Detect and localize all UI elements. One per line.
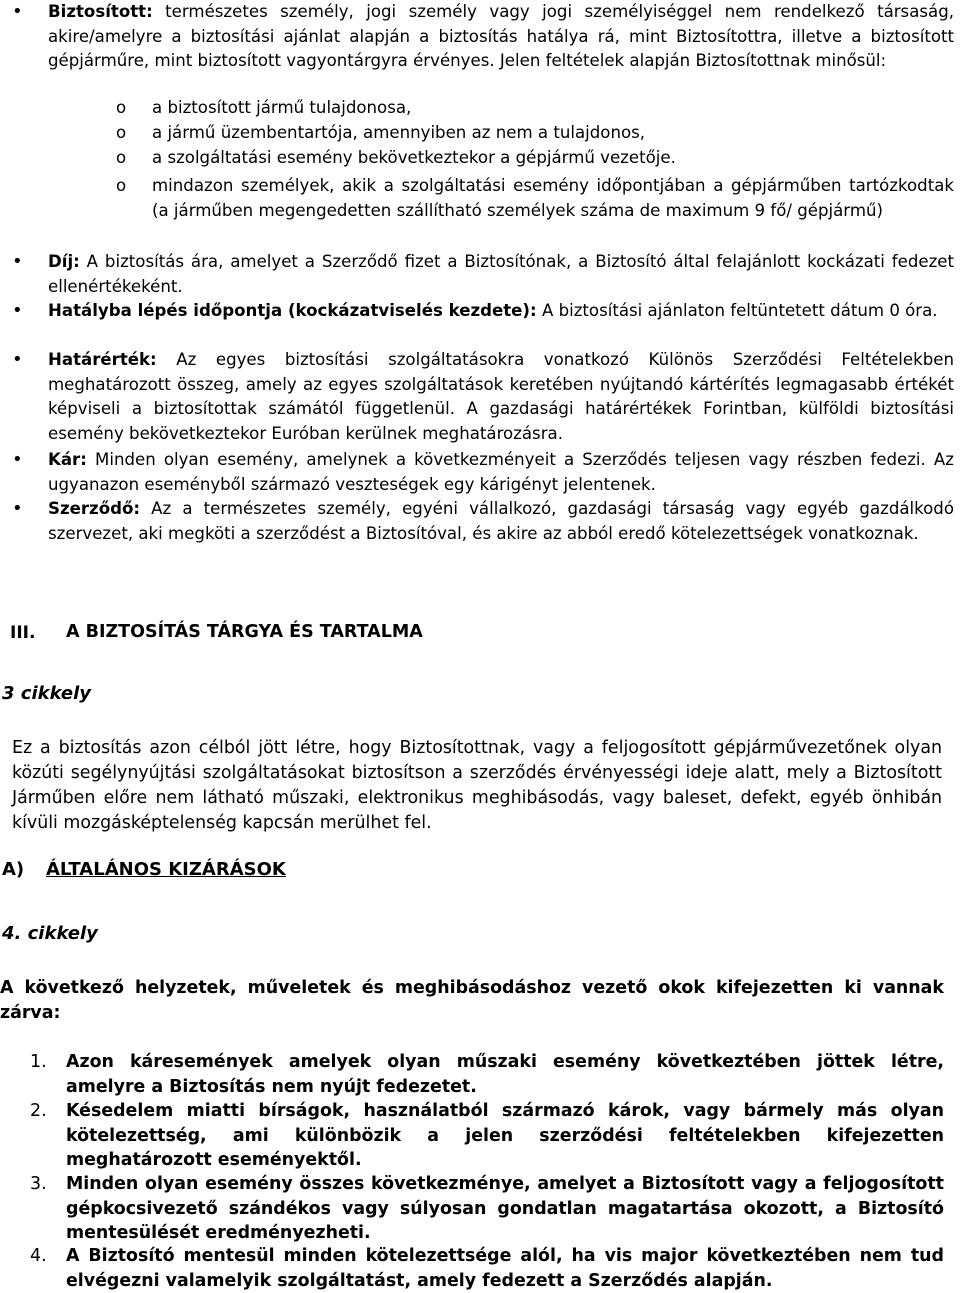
definition-hatalyba-lepes	[48, 299, 954, 324]
definition-text: Minden olyan esemény, amelynek a következményeit a Szerződés teljesen vagy részben fedezi. Az ugyanazon eseményből származó veszteségek egy kárigényt jelentenek.	[48, 450, 954, 494]
sub-bullet-icon: o	[116, 123, 127, 142]
definition-text: természetes személy, jogi személy vagy jogi személyiséggel nem rendelkező társaság, akire/amelyre a biztosítási ajánlat alapján a biztosítás hatálya rá, mint Biztosítottra, illetve a biztosított gépjárműre, mint biztosított vagyontárgyra érvényes. Jelen feltételek alapján Biztosítottnak minősül:	[48, 2, 954, 70]
chapter-title: A BIZTOSÍTÁS TÁRGYA ÉS TARTALMA	[66, 622, 423, 642]
definition-term: Díj:	[48, 252, 80, 271]
definition-term: Hatályba lépés időpontja (kockázatviselés kezdete):	[48, 301, 537, 320]
exclusion-item: A Biztosító mentesül minden kötelezettsége alól, ha vis major következtében nem tud elvégezni valamelyik szolgáltatást, amely fedezett a Szerződés alapján.	[66, 1246, 944, 1291]
exclusion-item: Minden olyan esemény összes következménye, amelyet a Biztosított vagy a feljogosított gépkocsivezető szándékos vagy súlyosan gondatlan magatartása okozott, a Biztosító mentesülését eredményezheti.	[66, 1174, 944, 1243]
bullet-icon: •	[12, 251, 23, 272]
definition-term: Határérték:	[48, 350, 157, 369]
sub-bullet-icon: o	[116, 148, 127, 167]
article-4-intro: A következő helyzetek, műveletek és meghibásodáshoz vezető okok kifejezetten ki vannak zárva:	[0, 978, 944, 1023]
definition-biztositott	[48, 0, 954, 74]
bullet-icon: •	[12, 1, 23, 22]
exclusion-item: Késedelem miatti bírságok, használatból származó károk, vagy bármely más olyan kötelezettség, ami különbözik a jelen szerződési feltételekben kifejezetten meghatározott eseményektől.	[66, 1101, 944, 1170]
definition-term: Szerződő:	[48, 499, 141, 518]
chapter-number: III.	[10, 623, 36, 643]
section-letter: A)	[2, 859, 25, 880]
definition-dij	[48, 250, 954, 299]
sub-bullet-icon: o	[116, 176, 127, 195]
bullet-icon: •	[12, 300, 23, 321]
insured-subitem: a biztosított jármű tulajdonosa,	[152, 98, 412, 117]
article-4-heading: 4. cikkely	[2, 923, 98, 944]
bullet-icon: •	[12, 449, 23, 470]
sub-bullet-icon: o	[116, 98, 127, 117]
definition-text: A biztosítás ára, amelyet a Szerződő fizet a Biztosítónak, a Biztosító által felajánlott kockázati fedezet ellenértékeként.	[48, 252, 954, 296]
section-title: ÁLTALÁNOS KIZÁRÁSOK	[46, 859, 286, 880]
list-item-number: 1.	[30, 1052, 47, 1072]
definition-text: Az a természetes személy, egyéni vállalkozó, gazdasági társaság vagy egyéb gazdálkodó szervezet, aki megköti a szerződést a Biztosítóval, és akire az abból eredő kötelezettségek vonatkoznak.	[48, 499, 954, 543]
definition-kar	[48, 448, 954, 497]
definition-text: A biztosítási ajánlaton feltüntetett dátum 0 óra.	[536, 301, 938, 320]
definition-text: Az egyes biztosítási szolgáltatásokra vonatkozó Különös Szerződési Feltételekben meghatározott összeg, amely az egyes szolgáltatások keretében nyújtandó kártérítés legmagasabb értékét képviseli a biztosítottak számától függetlenül. A gazdasági határértékek Forintban, külföldi biztosítási esemény bekövetkeztekor Euróban kerülnek meghatározásra.	[48, 350, 954, 443]
insured-subitem: mindazon személyek, akik a szolgáltatási esemény időpontjában a gépjárműben tartózkodtak (a járműben megengedetten szállítható személyek száma de maximum 9 fő/ gépjármű)	[152, 176, 954, 220]
bullet-icon: •	[12, 498, 23, 519]
definition-term: Kár:	[48, 450, 87, 469]
article-3-text: Ez a biztosítás azon célból jött létre, hogy Biztosítottnak, vagy a feljogosított gépjárművezetőnek olyan közúti segélynyújtási szolgáltatásokat biztosítson a szerződés érvényességi ideje alatt, mely a Biztosított Járműben előre nem látható műszaki, elektronikus meghibásodás, vagy baleset, defekt, egyéb önhibán kívüli mozgásképtelenség kapcsán merülhet fel.	[12, 738, 942, 833]
exclusion-item: Azon káresemények amelyek olyan műszaki esemény következtében jöttek létre, amelyre a Biztosítás nem nyújt fedezetet.	[66, 1052, 944, 1097]
insured-subitem: a szolgáltatási esemény bekövetkeztekor a gépjármű vezetője.	[152, 148, 676, 167]
list-item-number: 4.	[30, 1246, 47, 1266]
definition-term: Biztosított:	[48, 2, 153, 21]
article-3-heading: 3 cikkely	[2, 683, 92, 704]
definition-hatarertek	[48, 348, 954, 446]
list-item-number: 2.	[30, 1101, 47, 1121]
definition-szerzodo	[48, 497, 954, 546]
insured-subitem: a jármű üzembentartója, amennyiben az nem a tulajdonos,	[152, 123, 646, 142]
bullet-icon: •	[12, 349, 23, 370]
list-item-number: 3.	[30, 1174, 47, 1194]
